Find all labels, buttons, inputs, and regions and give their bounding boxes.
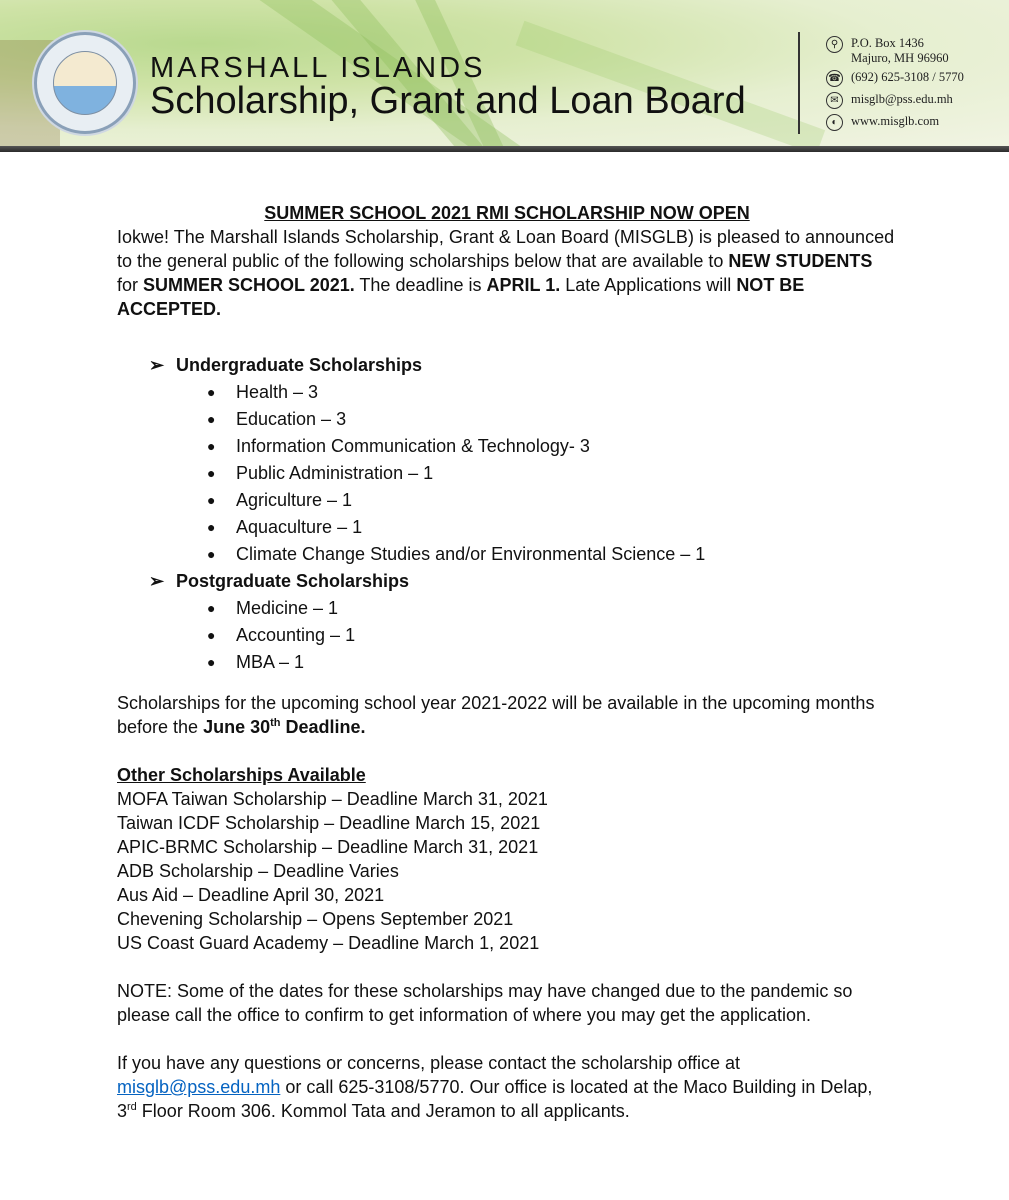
mail-icon: ✉ xyxy=(826,92,843,109)
contact-address xyxy=(826,36,949,66)
list-item-text: Health – 3 xyxy=(236,381,319,402)
list-item xyxy=(207,648,897,675)
seal-logo xyxy=(34,32,136,134)
bullet-icon: ● xyxy=(207,437,216,454)
contact-paragraph: If you have any questions or concerns, please contact the scholarship office at misglb@pss.edu.mh or call 625-3108/5770. Our office is located at the Maco Building in Delap, 3rd Floor Room 306. Kommol Tata and Jeramon to all applicants. xyxy=(117,1053,873,1121)
bullet-icon: ● xyxy=(207,653,216,670)
phone-icon: ☎ xyxy=(826,70,843,87)
list-item xyxy=(207,486,897,513)
other-scholarship-item: US Coast Guard Academy – Deadline March 1, 2021 xyxy=(117,933,540,953)
other-scholarship-item: APIC-BRMC Scholarship – Deadline March 31, 2021 xyxy=(117,837,539,857)
list-item-text: Education – 3 xyxy=(236,408,347,429)
note-paragraph: NOTE: Some of the dates for these scholarships may have changed due to the pandemic so please call the office to confirm to get information of where you may get the application. xyxy=(117,981,853,1025)
org-title-line1: MARSHALL ISLANDS xyxy=(150,52,486,84)
contact-web xyxy=(826,114,939,131)
list-item xyxy=(207,459,897,486)
email-link[interactable]: misglb@pss.edu.mh xyxy=(117,1077,281,1097)
contact-phone xyxy=(826,70,964,87)
list-item-text: Aquaculture – 1 xyxy=(236,516,363,537)
contact-email xyxy=(826,92,953,109)
bullet-icon: ● xyxy=(207,599,216,616)
arrow-bullet-icon: ➢ xyxy=(149,570,165,591)
header-rule xyxy=(0,146,1009,152)
list-item-text: Medicine – 1 xyxy=(236,597,339,618)
bullet-icon: ● xyxy=(207,518,216,535)
page-title: SUMMER SCHOOL 2021 RMI SCHOLARSHIP NOW OPEN xyxy=(264,203,750,223)
list-item xyxy=(207,594,897,621)
undergrad-heading: ➢ Undergraduate Scholarships xyxy=(149,354,423,375)
list-item-text: Public Administration – 1 xyxy=(236,462,434,483)
other-scholarship-item: Taiwan ICDF Scholarship – Deadline March 15, 2021 xyxy=(117,813,541,833)
letterhead xyxy=(0,0,1009,146)
bullet-icon: ● xyxy=(207,545,216,562)
list-item xyxy=(207,378,897,405)
upcoming-paragraph: Scholarships for the upcoming school year 2021-2022 will be available in the upcoming months before the June 30th Deadline. xyxy=(117,693,875,737)
other-heading: Other Scholarships Available xyxy=(117,765,366,785)
list-item xyxy=(207,405,897,432)
list-item-text: Agriculture – 1 xyxy=(236,489,353,510)
list-item-text: MBA – 1 xyxy=(236,651,305,672)
bullet-icon: ● xyxy=(207,464,216,481)
org-title-line2: Scholarship, Grant and Loan Board xyxy=(150,80,746,122)
divider xyxy=(798,32,800,134)
web-text: www.misglb.com xyxy=(851,114,940,128)
list-item xyxy=(207,540,897,567)
list-item-text: Climate Change Studies and/or Environmental Science – 1 xyxy=(236,543,706,564)
list-item-text: Accounting – 1 xyxy=(236,624,356,645)
location-pin-icon: ⚲ xyxy=(826,36,843,53)
other-scholarship-item: Aus Aid – Deadline April 30, 2021 xyxy=(117,885,385,905)
address-line2: Majuro, MH 96960 xyxy=(851,51,949,65)
bullet-icon: ● xyxy=(207,491,216,508)
address-line1: P.O. Box 1436 xyxy=(851,36,924,50)
document-body xyxy=(117,201,897,1123)
bullet-icon: ● xyxy=(207,626,216,643)
arrow-bullet-icon: ➢ xyxy=(149,354,165,375)
bullet-icon: ● xyxy=(207,410,216,427)
email-text: misglb@pss.edu.mh xyxy=(851,92,953,106)
other-scholarship-item: ADB Scholarship – Deadline Varies xyxy=(117,861,399,881)
globe-icon: ◐ xyxy=(826,114,843,131)
bullet-icon: ● xyxy=(207,383,216,400)
list-item xyxy=(207,513,897,540)
intro-paragraph: Iokwe! The Marshall Islands Scholarship, Grant & Loan Board (MISGLB) is pleased to announced to the general public of the following scholarships below that are available to NEW STUDENTS for SUMMER SCHOOL 2021. The deadline is APRIL 1. Late Applications will NOT BE ACCEPTED. xyxy=(117,227,895,319)
other-scholarship-item: Chevening Scholarship – Opens September 2021 xyxy=(117,909,514,929)
other-scholarship-item: MOFA Taiwan Scholarship – Deadline March 31, 2021 xyxy=(117,789,548,809)
list-item xyxy=(207,621,897,648)
list-item-text: Information Communication & Technology- 3 xyxy=(236,435,590,456)
postgrad-heading: ➢ Postgraduate Scholarships xyxy=(149,570,410,591)
phone-text: (692) 625-3108 / 5770 xyxy=(851,70,964,84)
list-item xyxy=(207,432,897,459)
